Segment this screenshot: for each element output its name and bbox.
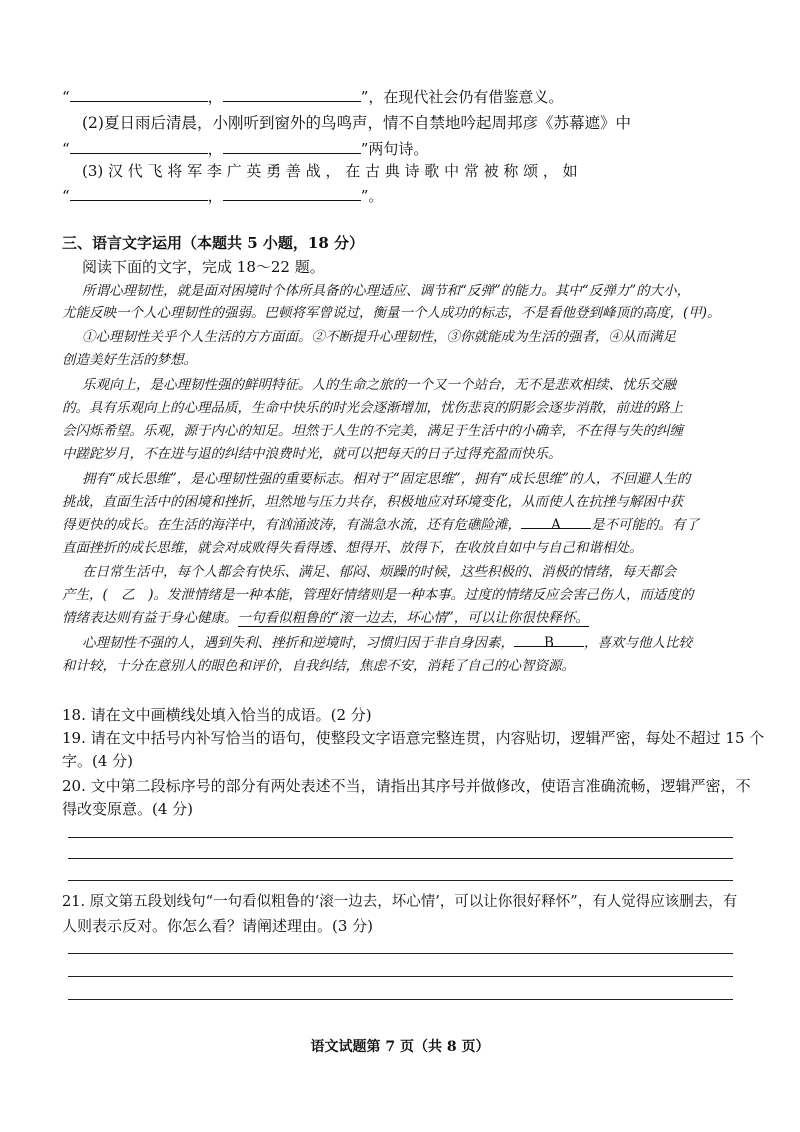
answer-blank[interactable] [70,87,208,102]
passage-line-with-underline: 情绪表达则有益于身心健康。一句看似粗鲁的“滚一边去，坏心情”，可以让你很快释怀。 [62,610,589,626]
fill-item-3: (3) 汉 代 飞 将 军 李 广 英 勇 善 战 ， 在 古 典 诗 歌 中 常 被 称 颂 ， 如 [82,162,578,180]
answer-blank[interactable] [70,186,208,201]
question-20-cont: 得改变原意。(4 分) [62,800,194,818]
passage-line: 的。具有乐观向上的心理品质，生命中快乐的时光会逐渐增加，忧伤悲哀的阴影会逐步消散，前进的路上 [62,400,683,416]
passage-line: 挑战，直面生活中的困境和挫折，坦然地与压力共存，积极地应对环境变化，从而使人在抗挫与解困中获 [62,494,683,510]
answer-blank[interactable] [70,139,208,154]
passage-line: ①心理韧性关乎个人生活的方方面面。②不断提升心理韧性，③你就能成为生活的强者，④从而满足 [82,329,676,345]
passage-line-with-blank-a: 得更快的成长。在生活的海洋中，有汹涌波涛，有湍急水流，还有危礁险滩， A 是不可能的。有了 [62,514,699,536]
passage-line: 乐观向上，是心理韧性强的鲜明特征。人的生命之旅的一个又一个站台，无不是悲欢相续、忧乐交融 [82,377,676,393]
page-footer: 语文试题第 7 页（共 8 页） [310,1039,490,1055]
passage-line: 产生，( 乙 )。发泄情绪是一种本能，管理好情绪则是一种本事。过度的情绪反应会害己伤人，而适度的 [62,587,694,603]
answer-line[interactable] [68,858,733,859]
answer-line[interactable] [68,837,733,838]
passage-line: 中蹉跎岁月，不在进与退的纠结中浪费时光，就可以把每天的日子过得充盈而快乐。 [62,446,562,462]
underlined-sentence: 一句看似粗鲁的“滚一边去，坏心情”，可以让你很快释怀。 [237,610,589,626]
passage-line: 会闪烁希望。乐观，源于内心的知足。坦然于人生的不完美，满足于生活中的小确幸，不在得与失的纠缠 [62,423,683,439]
question-21-cont: 人则表示反对。你怎么看？请阐述理由。(3 分) [62,917,374,935]
fill-item-2: (2)夏日雨后清晨，小刚听到窗外的鸟鸣声，情不自禁地吟起周邦彦《苏幕遮》中 [82,114,631,132]
answer-blank[interactable] [223,186,361,201]
question-20: 20. 文中第二段标序号的部分有两处表述不当，请指出其序号并做修改，使语言准确流畅，逻辑严密，不 [62,777,751,795]
question-19: 19. 请在文中括号内补写恰当的语句，使整段文字语意完整连贯，内容贴切，逻辑严密，每处不超过 15 个 [62,729,765,747]
answer-blank[interactable] [223,139,361,154]
answer-line[interactable] [68,999,733,1000]
passage-line: 创造美好生活的梦想。 [62,352,197,368]
question-18: 18. 请在文中画横线处填入恰当的成语。(2 分) [62,706,372,724]
passage-line-with-blank-b: 心理韧性不强的人，遇到失利、挫折和逆境时，习惯归因于非自身因素， B ，喜欢与他人比较 [82,632,692,654]
fill-line-2: “ ， ”两句诗。 [62,140,429,158]
blank-b[interactable]: B [514,632,584,647]
question-19-cont: 字。(4 分) [62,752,134,770]
blank-a[interactable]: A [521,514,591,529]
passage-line: 和计较，十分在意别人的眼色和评价，自我纠结，焦虑不安，消耗了自己的心智资源。 [62,658,575,674]
fill-line-1: “ ， ”，在现代社会仍有借鉴意义。 [62,88,564,106]
answer-line[interactable] [68,976,733,977]
section-title: 三、语言文字运用（本题共 5 小题，18 分） [62,234,364,252]
question-21: 21. 原文第五段划线句“一句看似粗鲁的‘滚一边去，坏心情’，可以让你很好释怀”，有人觉得应该删去，有 [62,894,738,910]
answer-line[interactable] [68,953,733,954]
answer-blank[interactable] [223,87,361,102]
section-intro: 阅读下面的文字，完成 18～22 题。 [82,258,325,276]
fill-line-3: “ ， ”。 [62,187,384,205]
passage-line: 在日常生活中，每个人都会有快乐、满足、郁闷、烦躁的时候，这些积极的、消极的情绪，每天都会 [82,564,676,580]
passage-line: 尤能反映一个人心理韧性的强弱。巴顿将军曾说过，衡量一个人成功的标志，不是看他登到峰顶的高度，(甲)。 [62,305,721,321]
passage-line: 所谓心理韧性，就是面对困境时个体所具备的心理适应、调节和“反弹”的能力。其中“反弹力”的大小， [82,283,691,299]
passage-line: 拥有“成长思维”，是心理韧性强的重要标志。相对于“固定思维”，拥有“成长思维”的人，不回避人生的 [82,471,691,487]
answer-line[interactable] [68,880,733,881]
passage-line: 直面挫折的成长思维，就会对成败得失看得透、想得开、放得下，在收放自如中与自己和谐相处。 [62,540,643,556]
